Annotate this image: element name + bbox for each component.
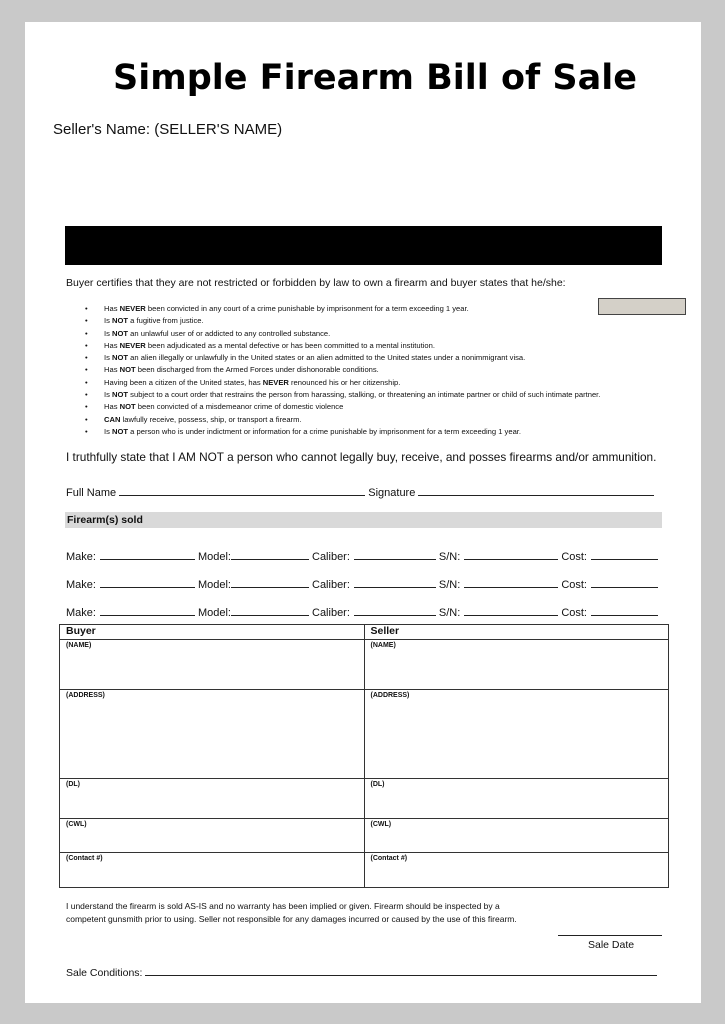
firearm-caliber-label: Caliber: [312,579,350,591]
seller-header: Seller [364,625,669,640]
firearm-cost-field[interactable] [591,548,658,560]
item-text: Is [104,316,113,326]
truthful-statement: I truthfully state that I AM NOT a person who cannot legally buy, receive, and posses firearms and/or ammunition. [66,450,657,464]
certification-item [85,426,600,438]
item-text: Has [104,365,120,375]
emphasis-text: NOT [112,426,129,436]
full-name-label: Full Name [66,487,117,499]
item-text: Has [104,304,120,313]
firearm-caliber-label: Caliber: [312,551,350,563]
as-is-disclaimer: I understand the firearm is sold AS-IS and no warranty has been implied or given. Firearm should be inspected by a competent gunsmith prior to using. Seller not responsible for any damages incurred or caused by the use of this firearm. [66,901,517,924]
item-text: been convicted in any court of a crime punishable by imprisonment for a term exceeding 1 year. [145,304,469,313]
certification-item [85,315,600,327]
signature-field[interactable] [418,484,654,496]
emphasis-text: NEVER [119,304,146,313]
seller-name-field[interactable]: (NAME) [364,640,669,690]
buyer-dl-field[interactable]: (DL) [60,779,365,819]
certification-item [85,340,600,352]
certification-list [85,303,600,438]
item-text: been discharged from the Armed Forces under dishonorable conditions. [135,365,379,375]
firearm-caliber-field[interactable] [354,548,436,560]
firearm-row [66,548,658,563]
emphasis-text: NOT [112,353,129,363]
certification-item [85,352,600,364]
item-text: subject to a court order that restrains the person from harassing, stalking, or threatening an intimate partner or child of such intimate partner. [128,390,601,400]
item-text: a person who is under indictment or information for a crime punishable by imprisonment for a term exceeding 1 year. [128,426,522,436]
emphasis-text: NEVER [262,377,289,387]
item-text: an alien illegally or unlawfully in the United states or an alien admitted to the United states under a nonimmigrant visa. [128,353,526,363]
certification-item [85,401,600,413]
seller-dl-field[interactable]: (DL) [364,779,669,819]
firearm-caliber-field[interactable] [354,576,436,588]
firearm-row [66,604,658,619]
item-text: Having been a citizen of the United states, has [104,377,263,387]
item-text: an unlawful user of or addicted to any controlled substance. [128,328,331,338]
item-text: Is [104,426,113,436]
item-text: been convicted of a misdemeanor crime of domestic violence [135,402,344,412]
firearm-model-field[interactable] [231,604,309,616]
buyer-address-field[interactable]: (ADDRESS) [60,690,365,779]
item-text: Has [104,402,120,412]
firearm-sn-field[interactable] [464,604,558,616]
certification-item [85,328,600,340]
sale-date-label: Sale Date [588,939,635,951]
seller-address-field[interactable]: (ADDRESS) [364,690,669,779]
buyer-seller-table [59,624,669,888]
firearm-sn-label: S/N: [438,579,461,591]
full-name-field[interactable] [119,484,365,496]
firearm-make-field[interactable] [100,604,195,616]
firearm-sn-label: S/N: [438,551,461,563]
seller-contact-field[interactable]: (Contact #) [364,853,669,888]
firearm-cost-label: Cost: [561,551,587,563]
firearm-row [66,576,658,591]
page-title: Simple Firearm Bill of Sale [113,58,637,98]
sale-conditions-label: Sale Conditions: [66,967,143,979]
item-text: Has [104,340,120,350]
certification-item [85,414,600,426]
item-text: Is [104,353,113,363]
item-text: been adjudicated as a mental defective or has been committed to a mental institution. [145,340,435,350]
item-text: lawfully receive, possess, ship, or transport a firearm. [120,414,302,424]
buyer-contact-field[interactable]: (Contact #) [60,853,365,888]
emphasis-text: NEVER [119,340,146,350]
firearm-cost-field[interactable] [591,604,658,616]
form-field-box[interactable] [598,298,686,315]
firearm-sn-label: S/N: [438,607,461,619]
firearm-cost-label: Cost: [561,579,587,591]
certification-item [85,377,600,389]
document-page [25,22,701,1003]
firearm-model-label: Model: [197,579,231,591]
firearm-make-label: Make: [66,579,96,591]
firearms-sold-header: Firearm(s) sold [65,512,662,528]
firearm-caliber-label: Caliber: [312,607,350,619]
item-text: renounced his or her citizenship. [288,377,401,387]
sale-conditions-field[interactable] [145,964,657,976]
item-text: Is [104,328,113,338]
seller-name-line: Seller's Name: (SELLER'S NAME) [53,121,283,138]
sale-conditions-row [66,964,657,979]
firearm-sn-field[interactable] [464,548,558,560]
redaction-bar [65,226,662,265]
item-text: Is [104,390,113,400]
emphasis-text: CAN [104,414,121,424]
firearm-model-field[interactable] [231,548,309,560]
signature-label: Signature [368,487,416,499]
firearm-make-label: Make: [66,551,96,563]
certification-item [85,364,600,376]
item-text: a fugitive from justice. [128,316,204,326]
firearm-make-field[interactable] [100,576,195,588]
seller-cwl-field[interactable]: (CWL) [364,819,669,853]
emphasis-text: NOT [119,365,136,375]
firearm-make-label: Make: [66,607,96,619]
firearm-cost-label: Cost: [561,607,587,619]
buyer-header: Buyer [60,625,365,640]
firearm-caliber-field[interactable] [354,604,436,616]
firearm-make-field[interactable] [100,548,195,560]
emphasis-text: NOT [119,402,136,412]
firearm-model-label: Model: [197,607,231,619]
firearm-model-field[interactable] [231,576,309,588]
buyer-cwl-field[interactable]: (CWL) [60,819,365,853]
certification-item [85,389,600,401]
emphasis-text: NOT [112,390,129,400]
emphasis-text: NOT [112,328,129,338]
buyer-certify-text: Buyer certifies that they are not restricted or forbidden by law to own a firearm and buyer states that he/she: [66,277,566,289]
buyer-name-field[interactable]: (NAME) [60,640,365,690]
firearm-cost-field[interactable] [591,576,658,588]
sale-date-field[interactable] [558,935,662,936]
firearm-model-label: Model: [197,551,231,563]
signature-row [66,484,654,499]
emphasis-text: NOT [112,316,129,326]
certification-item [85,303,600,315]
firearm-sn-field[interactable] [464,576,558,588]
